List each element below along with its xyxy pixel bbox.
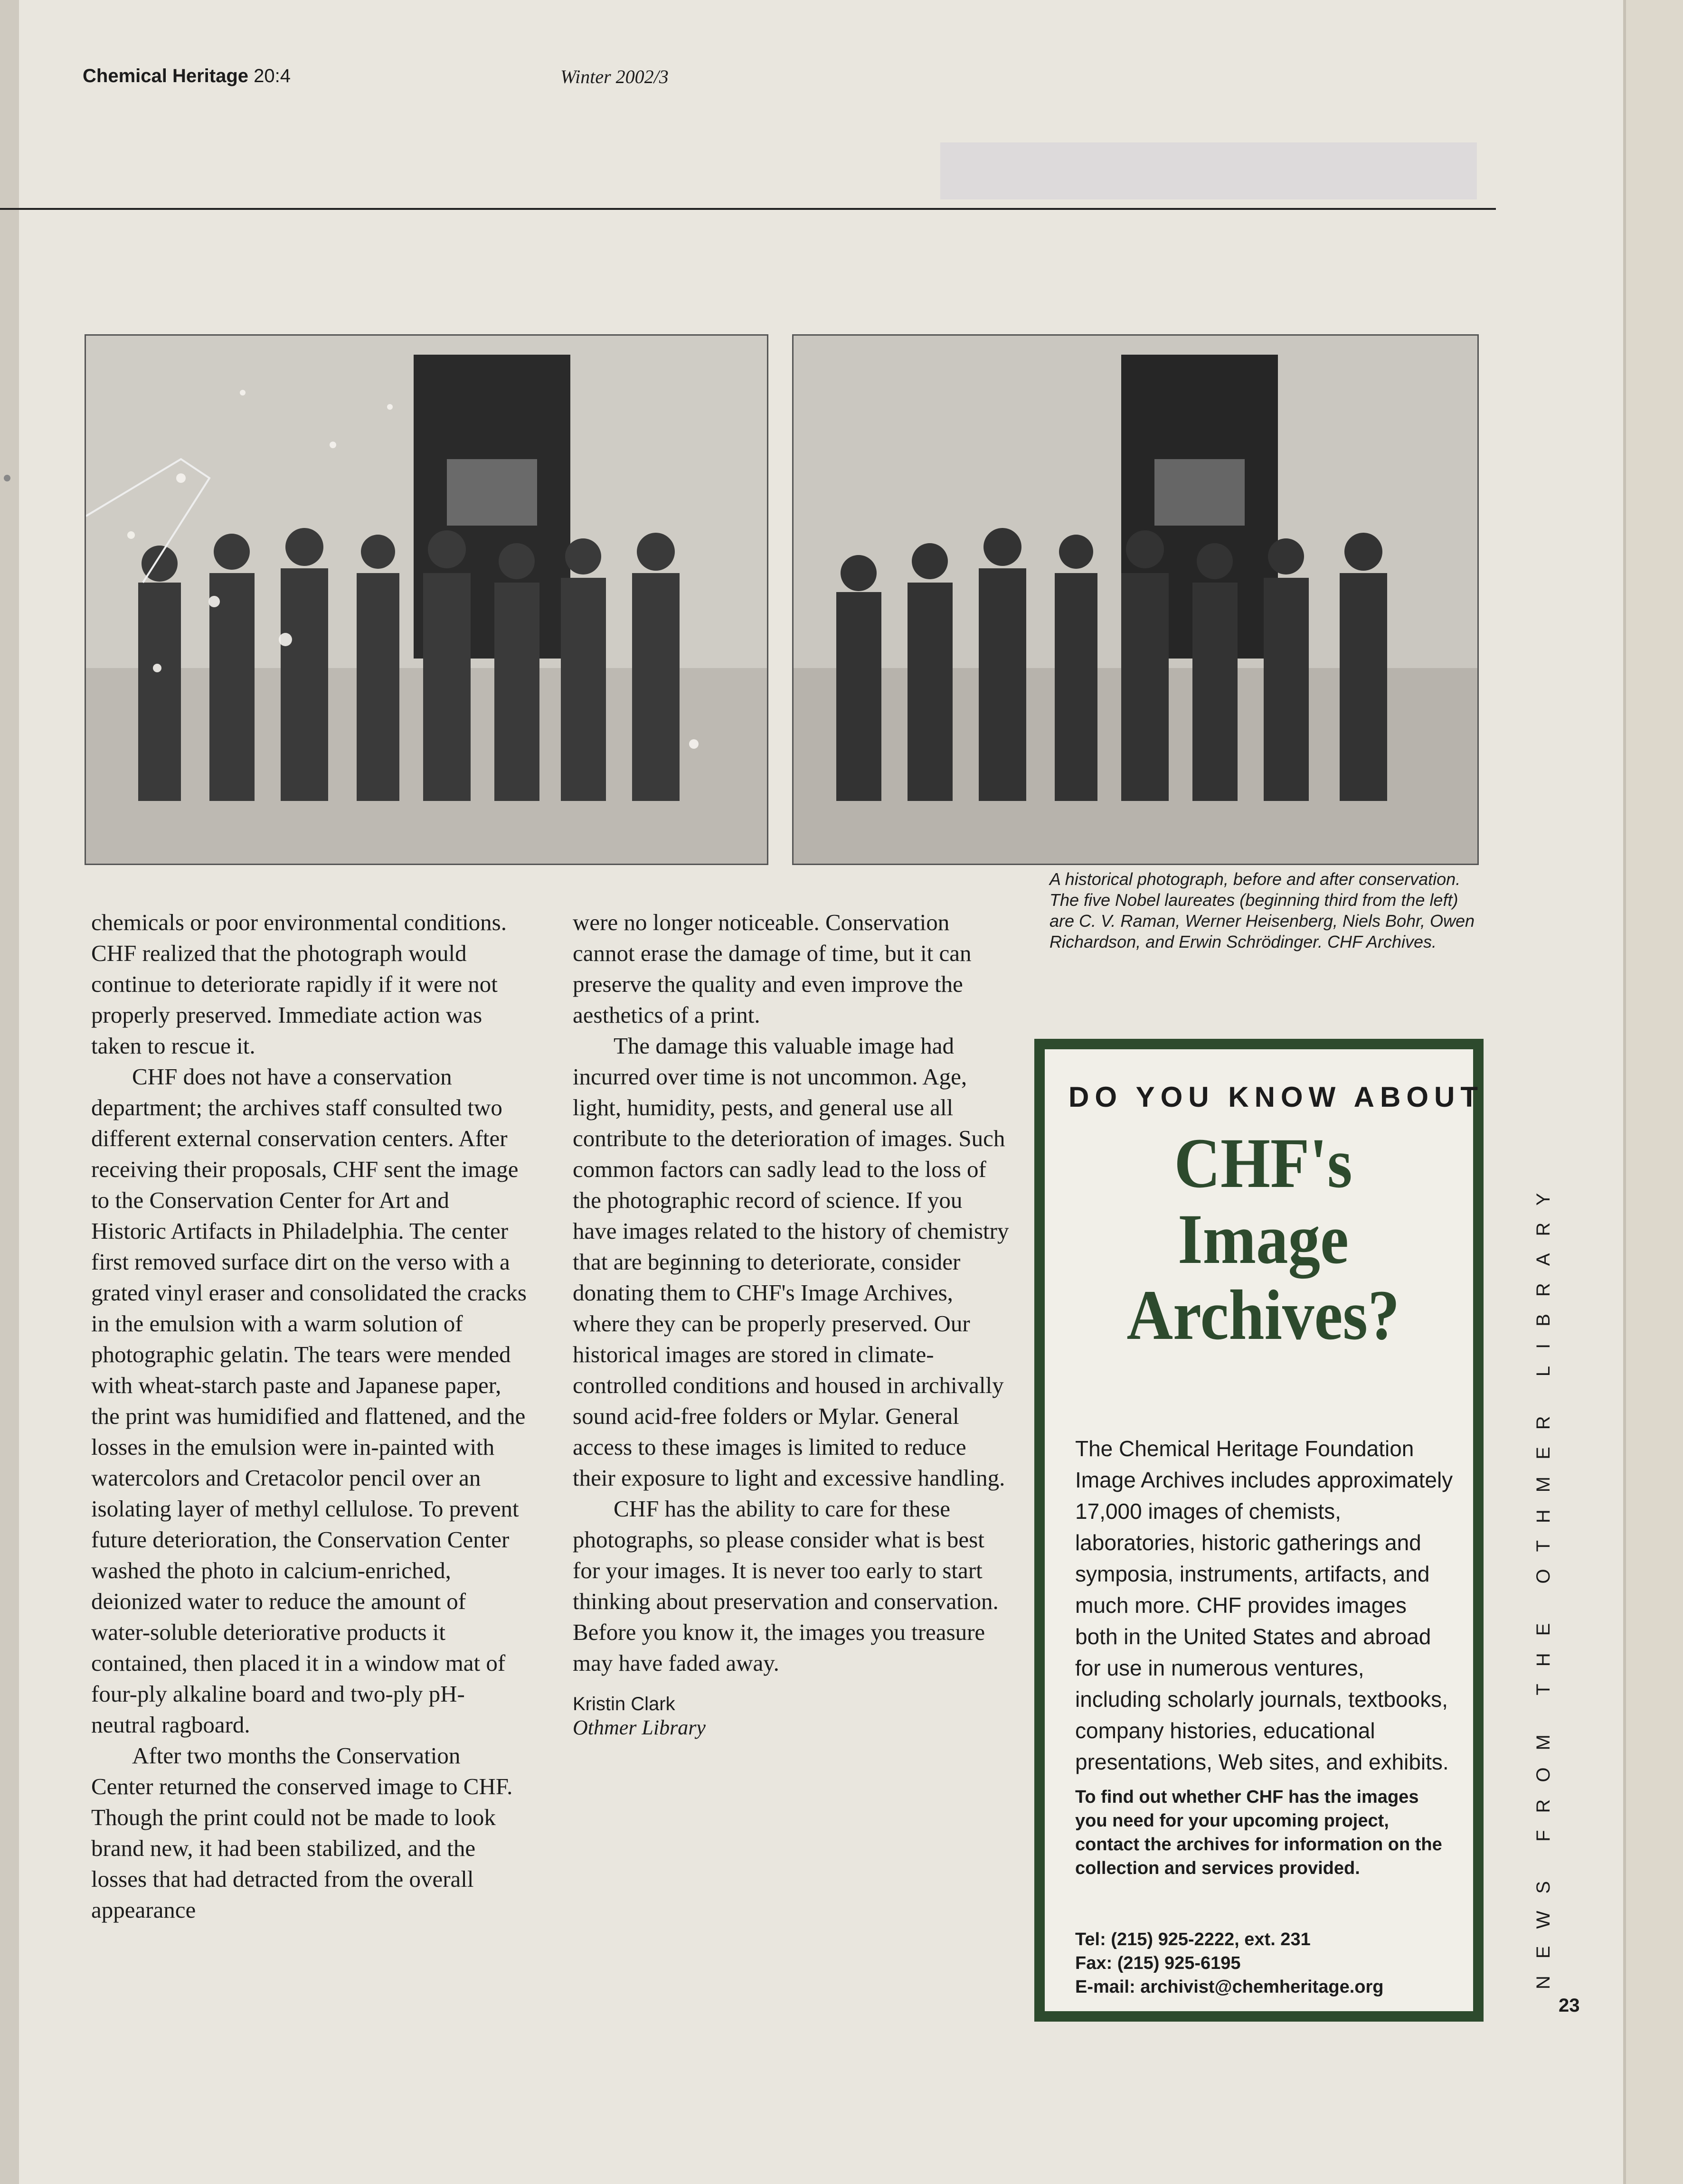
issue-date: Winter 2002/3 xyxy=(560,66,669,87)
paragraph: The damage this valuable image had incurred over time is not uncommon. Age, light, humidity, pests, and general use all contribute to the deterioration of images. Such common factors can sadly lead to the loss of the photographic record of science. If you have images related to the history of chemistry that are beginning to deteriorate, consider donating them to CHF's Image Archives, where they can be properly preserved. Our historical images are stored in climate-controlled conditions and housed in archivally sound acid-free folders or Mylar. General access to these images is limited to reduce their exposure to light and excessive handling. xyxy=(573,1033,1009,1491)
ad-headline-line: Archives? xyxy=(1126,1276,1400,1355)
ad-contact-info xyxy=(1075,1928,1455,1999)
publication-name: Chemical Heritage xyxy=(83,66,249,86)
paragraph: After two months the Conservation Center returned the conserved image to CHF. Though the print could not be made to look brand new, it had been stabilized, and the losses that had detracted from the overall appearance xyxy=(91,1742,513,1923)
author-affiliation: Othmer Library xyxy=(573,1716,706,1739)
bleed-through-banner xyxy=(940,142,1477,199)
email-address: E-mail: archivist@chemheritage.org xyxy=(1075,1977,1384,1997)
page-number: 23 xyxy=(1559,1995,1580,2016)
paragraph: were no longer noticeable. Conservation cannot erase the damage of time, but it can preserve the quality and even improve the aesthetics of a print. xyxy=(573,909,972,1028)
article-column-1 xyxy=(91,907,528,1925)
section-label-vertical: NEWS FROM THE OTHMER LIBRARY xyxy=(1533,1176,1554,1989)
binding-mark xyxy=(4,475,10,481)
ad-headline-line: CHF's xyxy=(1174,1124,1352,1203)
photo-caption: A historical photograph, before and after conservation. The five Nobel laureates (beginning third from the left) are C. V. Raman, Werner Heisenberg, Niels Bohr, Owen Richardson, and Erwin Schrödinger. CHF Archives. xyxy=(1050,869,1475,951)
photo-before-conservation xyxy=(85,334,768,865)
paragraph: CHF has the ability to care for these photographs, so please consider what is best for your images. It is never too early to start thinking about preservation and conservation. Before you know it, the images you treasure may have faded away. xyxy=(573,1496,999,1676)
header-rule xyxy=(0,208,1496,210)
article-column-2 xyxy=(573,907,1010,1740)
author-name: Kristin Clark xyxy=(573,1694,675,1714)
paragraph: CHF does not have a conservation department; the archives staff consulted two different external conservation centers. After receiving their proposals, CHF sent the image to the Conservation Center for Art and Historic Artifacts in Philadelphia. The center first removed surface dirt on the verso with a grated vinyl eraser and consolidated the cracks in the emulsion with a warm solution of photographic gelatin. The tears were mended with wheat-starch paste and Japanese paper, the print was humidified and flattened, and the losses in the emulsion were in-painted with watercolors and Cretacolor pencil over an isolating layer of methyl cellulose. To prevent future deterioration, the Conservation Center washed the photo in calcium-enriched, deionized water to reduce the amount of water-soluble deteriorative products it contained, then placed it in a window mat of four-ply alkaline board and two-ply pH-neutral ragboard. xyxy=(91,1064,527,1738)
ad-call-to-action: To find out whether CHF has the images you need for your upcoming project, contact the archives for information on the collection and services provided. xyxy=(1075,1787,1442,1878)
photo-after-conservation xyxy=(792,334,1479,865)
page-edge-right xyxy=(1623,0,1683,2184)
fax-number: Fax: (215) 925-6195 xyxy=(1075,1953,1241,1973)
group-portrait-restored xyxy=(794,336,1477,864)
phone-number: Tel: (215) 925-2222, ext. 231 xyxy=(1075,1930,1311,1949)
ad-headline xyxy=(1092,1125,1434,1353)
ad-kicker: DO YOU KNOW ABOUT xyxy=(1068,1081,1484,1113)
paragraph: chemicals or poor environmental conditions. CHF realized that the photograph would continue to deteriorate rapidly if it were not properly preserved. Immediate action was taken to rescue it. xyxy=(91,909,507,1059)
page-gutter xyxy=(0,0,19,2184)
image-archives-ad xyxy=(1034,1039,1484,2022)
group-portrait-damaged xyxy=(86,336,767,864)
running-header xyxy=(83,66,291,87)
ad-body: The Chemical Heritage Foundation Image Archives includes approximately 17,000 images of chemists, laboratories, historic gatherings and symposia, instruments, artifacts, and much more. CHF provides images both in the United States and abroad for use in numerous ventures, including scholarly journals, textbooks, company histories, educational presentations, Web sites, and exhibits. xyxy=(1075,1436,1453,1774)
volume-number: 20:4 xyxy=(254,66,291,86)
ad-headline-line: Image xyxy=(1178,1200,1349,1279)
